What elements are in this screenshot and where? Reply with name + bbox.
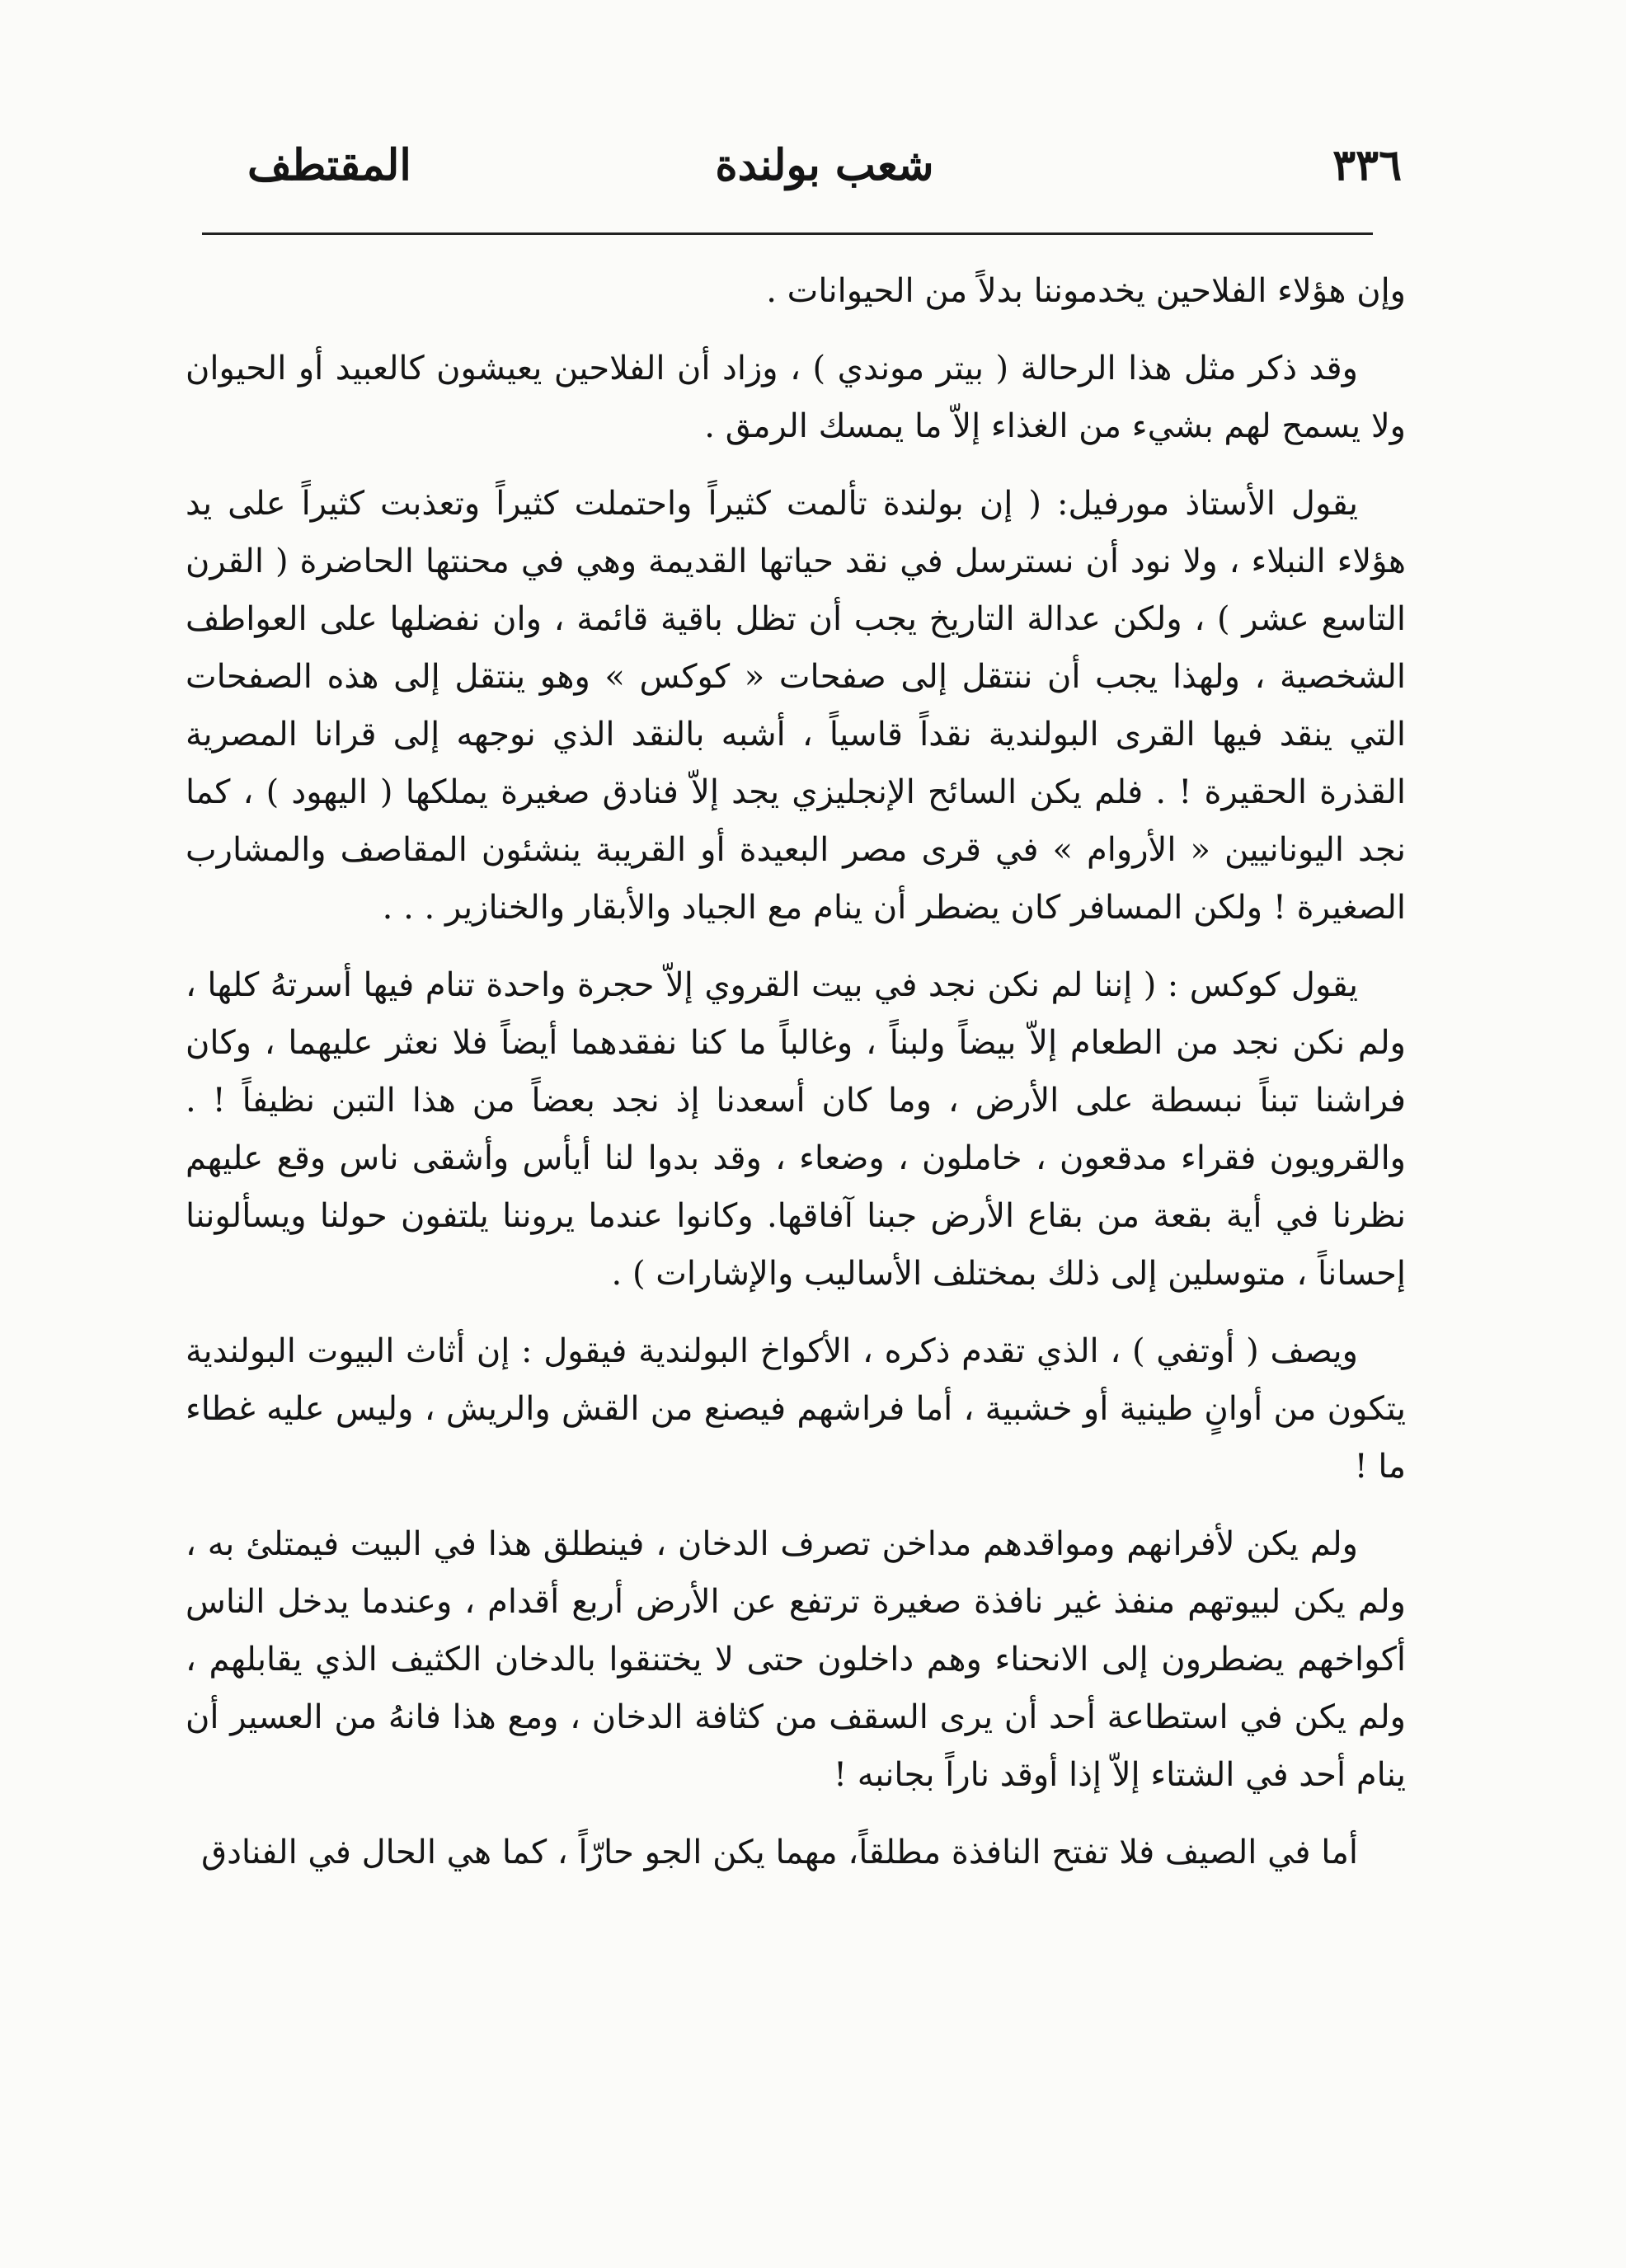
paragraph: وإن هؤلاء الفلاحين يخدموننا بدلاً من الحيوانات .	[766, 272, 1406, 310]
paragraph: ولم يكن لأفرانهم ومواقدهم مداخن تصرف الدخان ، فينطلق هذا في البيت فيمتلئ به ، ولم يكن لبيوتهم منفذ غير نافذة صغيرة ترتفع عن الأرض أربع أقدام ، وعندما يدخل الناس أكواخهم يضطرون إلى الانحناء وهم داخلون حتى لا يختنقوا بالدخان الكثيف الذي يقابلهم ، ولم يكن في استطاعة أحد أن يرى السقف من كثافة الدخان ، ومع هذا فانهُ من العسير أن ينام أحد في الشتاء إلاّ إذا أوقد ناراً بجانبه !	[186, 1525, 1406, 1794]
page-number: ٣٣٦	[1332, 140, 1402, 190]
running-head	[247, 140, 1402, 206]
paragraph: يقول الأستاذ مورفيل: ( إن بولندة تألمت كثيراً واحتملت كثيراً وتعذبت كثيراً على يد هؤلاء النبلاء ، ولا نود أن نسترسل في نقد حياتها القديمة وهي في محنتها الحاضرة ( القرن التاسع عشر ) ، ولكن عدالة التاريخ يجب أن تظل باقية قائمة ، وان نفضلها على العواطف الشخصية ، ولهذا يجب أن ننتقل إلى صفحات « كوكس » وهو ينتقل إلى هذه الصفحات التي ينقد فيها القرى البولندية نقداً قاسياً ، أشبه بالنقد الذي نوجهه إلى قرانا المصرية القذرة الحقيرة ! . فلم يكن السائح الإنجليزي يجد إلاّ فنادق صغيرة يملكها ( اليهود ) ، كما نجد اليونانيين « الأروام » في قرى مصر البعيدة أو القريبة ينشئون المقاصف والمشارب الصغيرة ! ولكن المسافر كان يضطر أن ينام مع الجياد والأبقار والخنازير . . .	[186, 485, 1406, 927]
article-title: شعب بولندة	[715, 140, 934, 190]
paragraph: ويصف ( أوتفي ) ، الذي تقدم ذكره ، الأكواخ البولندية فيقول : إن أثاث البيوت البولندية يتكون من أوانٍ طينية أو خشبية ، أما فراشهم فيصنع من القش والريش ، وليس عليه غطاء ما !	[186, 1332, 1406, 1486]
paragraph: وقد ذكر مثل هذا الرحالة ( بيتر موندي ) ، وزاد أن الفلاحين يعيشون كالعبيد أو الحيوان ولا يسمح لهم بشيء من الغذاء إلاّ ما يمسك الرمق .	[186, 350, 1406, 445]
journal-name: المقتطف	[247, 140, 411, 190]
header-rule	[202, 232, 1373, 235]
paragraph: أما في الصيف فلا تفتح النافذة مطلقاً، مهما يكن الجو حارّاً ، كما هي الحال في الفنادق	[201, 1834, 1358, 1871]
paragraph: يقول كوكس : ( إننا لم نكن نجد في بيت القروي إلاّ حجرة واحدة تنام فيها أسرتهُ كلها ، ولم نكن نجد من الطعام إلاّ بيضاً ولبناً ، وغالباً ما كنا نفقدهما أيضاً فلا نعثر عليهما ، وكان فراشنا تبناً نبسطة على الأرض ، وما كان أسعدنا إذ نجد بعضاً من هذا التبن نظيفاً ! . والقرويون فقراء مدقعون ، خاملون ، وضعاء ، وقد بدوا لنا أيأس وأشقى ناس وقع عليهم نظرنا في أية بقعة من بقاع الأرض جبنا آفاقها. وكانوا عندما يروننا يلتفون حولنا ويسألوننا إحساناً ، متوسلين إلى ذلك بمختلف الأساليب والإشارات ) .	[186, 966, 1406, 1293]
article-body	[186, 262, 1406, 1901]
